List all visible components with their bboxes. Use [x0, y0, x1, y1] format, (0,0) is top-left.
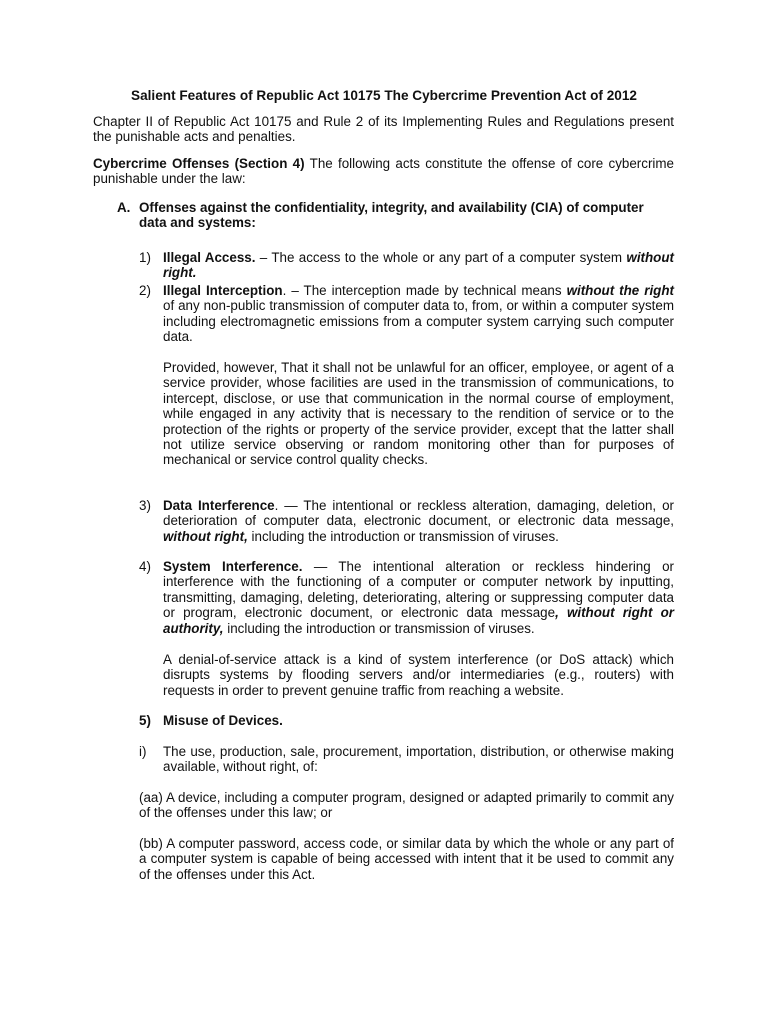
- item-text: — The intentional alteration or reckless hindering or interference with the functioning of a computer or computer network by inputting, transmitting, damaging, deleting, deteriorating, altering or suppressing computer data or program, electronic document, or electronic data message: [163, 559, 674, 621]
- offenses-heading: Cybercrime Offenses (Section 4): [93, 156, 305, 171]
- item-body: The use, production, sale, procurement, importation, distribution, or otherwise making available, without right, of:: [163, 744, 674, 775]
- item-term: Illegal Interception: [163, 283, 283, 298]
- item-text: – The access to the whole or any part of a computer system: [255, 250, 627, 265]
- item-text: . – The interception made by technical means: [282, 283, 567, 298]
- item-number: i): [139, 744, 147, 759]
- item-body: [163, 283, 674, 345]
- item-number: 3): [139, 498, 151, 513]
- item-emphasis: without the right: [566, 283, 675, 298]
- item-number: 1): [139, 250, 151, 265]
- item-body: [163, 498, 674, 544]
- item-term: Illegal Access.: [163, 250, 256, 265]
- item-text-cont: including the introduction or transmission of viruses.: [223, 620, 535, 636]
- item-emphasis: without right.: [163, 250, 674, 281]
- item-text-cont: including the introduction or transmission of viruses.: [247, 528, 559, 544]
- item-number: 5): [139, 713, 151, 728]
- dos-paragraph: A denial-of-service attack is a kind of system interference (or DoS attack) which disrupts systems by flooding servers and/or intermediaries (e.g., routers) with requests in order to prevent genuine traffic from reaching a website.: [163, 652, 674, 698]
- item-body: [163, 559, 674, 636]
- intro-paragraph: Chapter II of Republic Act 10175 and Rule 2 of its Implementing Rules and Regulations present the punishable acts and penalties.: [93, 114, 674, 145]
- item-term: Misuse of Devices.: [163, 713, 283, 728]
- item-emphasis: , without right or authority,: [163, 605, 674, 636]
- section-a-label: A.: [117, 200, 131, 215]
- item-body: [163, 250, 674, 281]
- clause-bb: (bb) A computer password, access code, or similar data by which the whole or any part of a computer system is capable of being accessed with intent that it be used to commit any of the offenses under this Act.: [139, 836, 674, 882]
- item-term: Data Interference: [163, 498, 275, 513]
- item-text-cont: of any non-public transmission of computer data to, from, or within a computer system including electromagnetic emissions from a computer system carrying such computer data.: [163, 298, 674, 345]
- item-body: [163, 713, 674, 728]
- section-a-heading: Offenses against the confidentiality, integrity, and availability (CIA) of computer data and systems:: [139, 200, 644, 231]
- interception-proviso: Provided, however, That it shall not be unlawful for an officer, employee, or agent of a service provider, whose facilities are used in the transmission of communications, to intercept, disclose, or use that communication in the normal course of employment, while engaged in any activity that is necessary to the rendition of service or to the protection of the rights or property of the service provider, except that the latter shall not utilize service observing or random monitoring other than for purposes of mechanical or service control quality checks.: [163, 360, 674, 468]
- item-number: 4): [139, 559, 151, 574]
- item-text: . — The intentional or reckless alteration, damaging, deletion, or deterioration of computer data, electronic document, or electronic data message,: [163, 498, 674, 529]
- item-emphasis: without right,: [163, 528, 248, 544]
- item-term: System Interference.: [163, 559, 303, 574]
- document-title: Salient Features of Republic Act 10175 The Cybercrime Prevention Act of 2012: [131, 88, 637, 103]
- offenses-paragraph: [93, 156, 674, 187]
- clause-aa: (aa) A device, including a computer program, designed or adapted primarily to commit any of the offenses under this law; or: [139, 790, 674, 821]
- item-number: 2): [139, 283, 151, 298]
- offenses-text: The following acts constitute the offense of core cybercrime punishable under the law:: [93, 156, 674, 187]
